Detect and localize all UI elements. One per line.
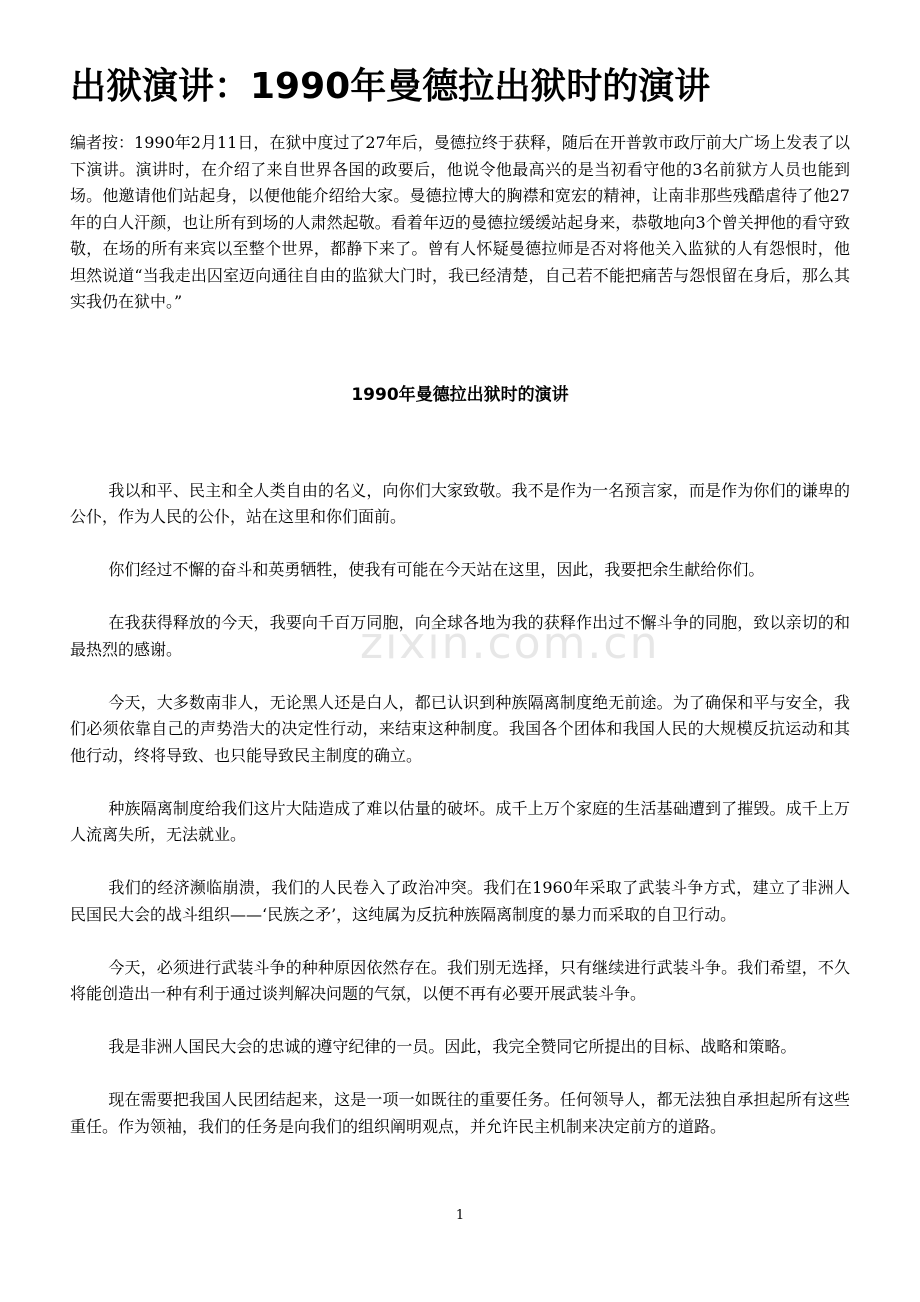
speech-paragraph-9: 现在需要把我国人民团结起来，这是一项一如既往的重要任务。任何领导人，都无法独自承担起所有这些重任。作为领袖，我们的任务是向我们的组织阐明观点，并允许民主机制来决定前方的道路。 <box>70 1090 850 1136</box>
speech-paragraph-8: 我是非洲人国民大会的忠诚的遵守纪律的一员。因此，我完全赞同它所提出的目标、战略和策略。 <box>108 1037 797 1056</box>
speech-body <box>70 478 850 1141</box>
speech-paragraph-5: 种族隔离制度给我们这片大陆造成了难以估量的破坏。成千上万个家庭的生活基础遭到了摧毁。成千上万人流离失所，无法就业。 <box>70 798 850 844</box>
document-title: 出狱演讲：1990年曼德拉出狱时的演讲 <box>70 66 711 107</box>
speech-paragraph-6: 我们的经济濒临崩溃，我们的人民卷入了政治冲突。我们在1960年采取了武装斗争方式，建立了非洲人民国民大会的战斗组织——‘民族之矛’，这纯属为反抗种族隔离制度的暴力而采取的自卫行动。 <box>70 878 850 924</box>
speech-title: 1990年曼德拉出狱时的演讲 <box>351 384 569 405</box>
speech-paragraph-4: 今天，大多数南非人，无论黑人还是白人，都已认识到种族隔离制度绝无前途。为了确保和平与安全，我们必须依靠自己的声势浩大的决定性行动，来结束这种制度。我国各个团体和我国人民的大规模反抗运动和其他行动，终将导致、也只能导致民主制度的确立。 <box>70 692 850 765</box>
speech-paragraph-1: 我以和平、民主和全人类自由的名义，向你们大家致敬。我不是作为一名预言家，而是作为你们的谦卑的公仆，作为人民的公仆，站在这里和你们面前。 <box>70 480 850 526</box>
speech-paragraph-2: 你们经过不懈的奋斗和英勇牺牲，使我有可能在今天站在这里，因此，我要把余生献给你们。 <box>108 560 765 579</box>
editor-note: 编者按：1990年2月11日，在狱中度过了27年后，曼德拉终于获释，随后在开普敦市政厅前大广场上发表了以下演讲。演讲时，在介绍了来自世界各国的政要后，他说令他最高兴的是当初看守他的3名前狱方人员也能到场。他邀请他们站起身，以便他能介绍给大家。曼德拉博大的胸襟和宽宏的精神，让南非那些残酷虐待了他27年的白人汗颜，也让所有到场的人肃然起敬。看着年迈的曼德拉缓缓站起身来，恭敬地向3个曾关押他的看守致敬，在场的所有来宾以至整个世界，都静下来了。曾有人怀疑曼德拉师是否对将他关入监狱的人有怨恨时，他坦然说道“当我走出囚室迈向通往自由的监狱大门时，我已经清楚，自己若不能把痛苦与怨恨留在身后，那么其实我仍在狱中。” <box>70 133 850 311</box>
page-number: 1 <box>455 1208 465 1223</box>
speech-paragraph-7: 今天，必须进行武装斗争的种种原因依然存在。我们别无选择，只有继续进行武装斗争。我们希望，不久将能创造出一种有利于通过谈判解决问题的气氛，以便不再有必要开展武装斗争。 <box>70 957 850 1003</box>
document-page <box>70 60 850 1167</box>
speech-paragraph-3: 在我获得释放的今天，我要向千百万同胞，向全球各地为我的获释作出过不懈斗争的同胞，致以亲切的和最热烈的感谢。 <box>70 613 850 659</box>
watermark: zixin.com.cn <box>360 618 660 669</box>
